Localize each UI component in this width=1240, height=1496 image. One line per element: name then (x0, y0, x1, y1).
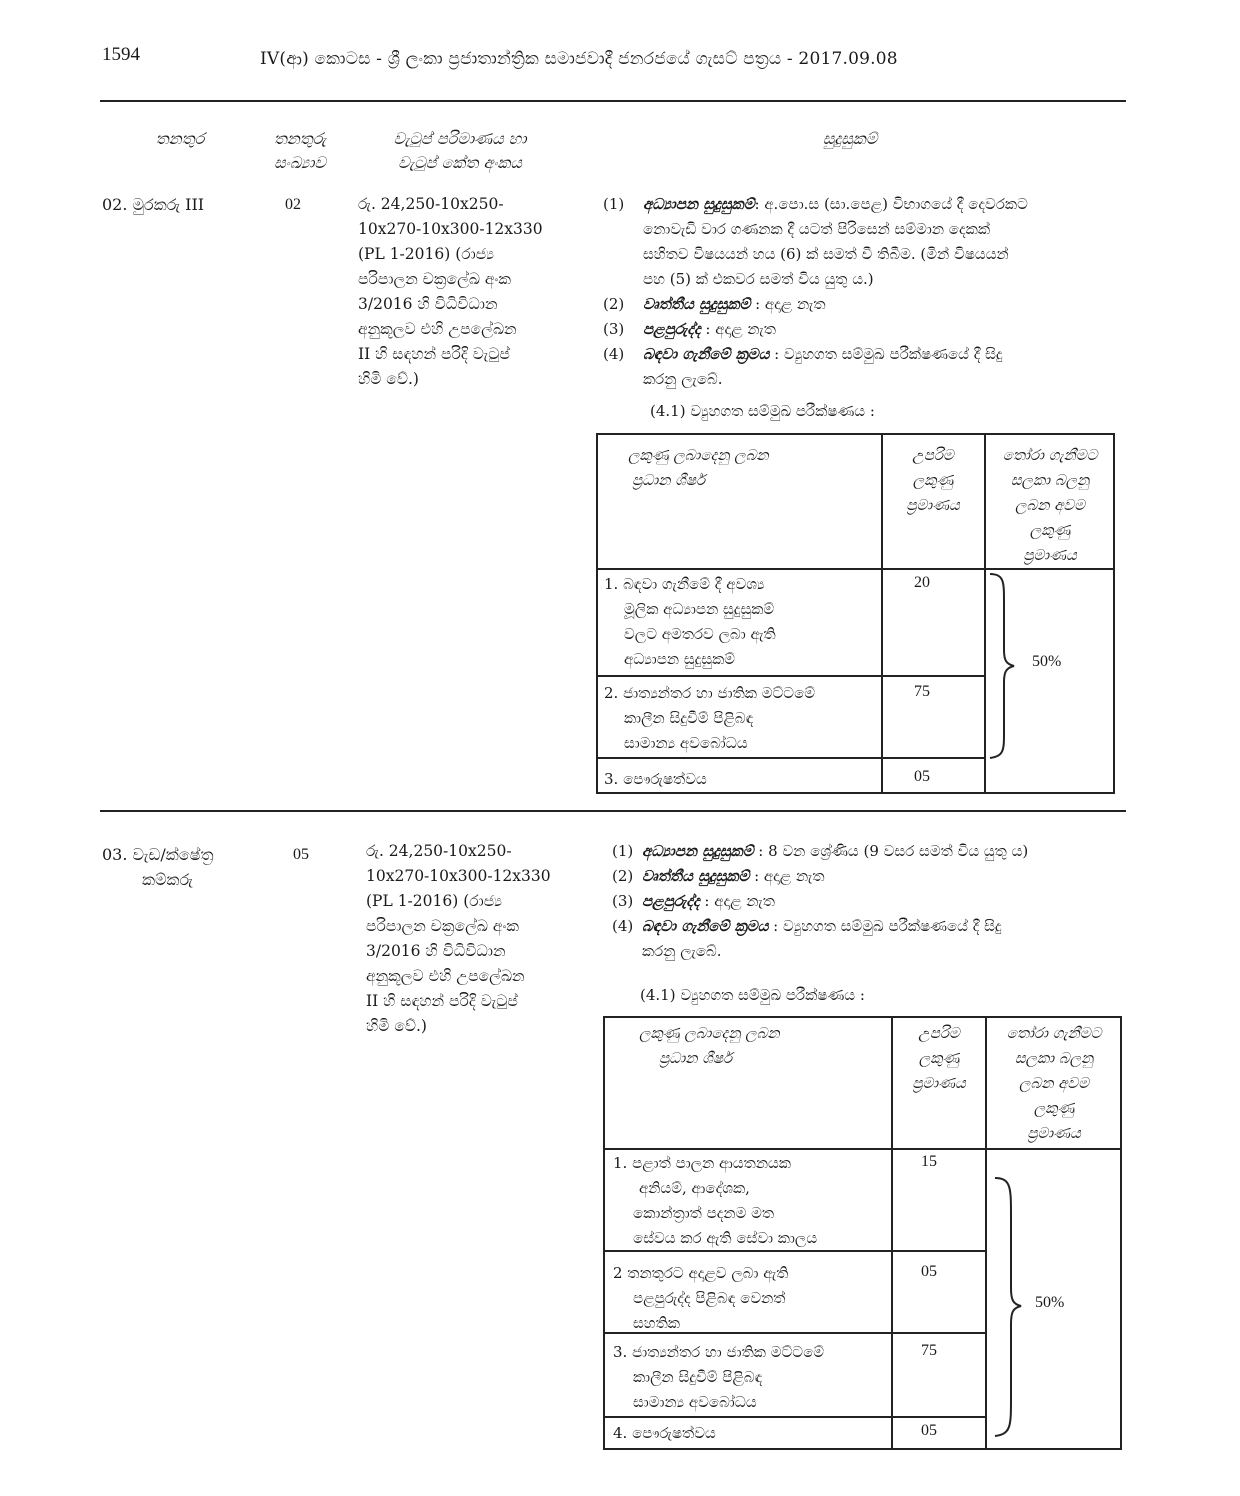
entry-1-qualifications (603, 192, 1125, 392)
entry-1-salary: රු. 24,250-10x250- 10x270-10x300-12x330 (PL 1-2016) (රාජ්‍ය පරිපාලන චක්‍රලේඛ අංක 3/2016 හි විධිවිධාන අනුකූලව එහි උපලේඛන II හි සඳහන් පරිදි වැටුප් හිමි වේ.) (358, 195, 543, 388)
table-header-max: උපරිම ලකුණු ප්‍රමාණය (906, 446, 960, 514)
table-row-max: 75 (921, 1342, 937, 1359)
table-header-min: තෝරා ගැනීමට සලකා බලනු ලබන අවම ලකුණු ප්‍රමාණය (1006, 1024, 1102, 1142)
entry-1-count: 02 (285, 196, 301, 213)
table-header-heading: ලකුණු ලබාදෙනු ලබන ප්‍රධාන ශීර්ෂ (628, 446, 769, 489)
qualification-item: (3) පළපුරුද්ද : අදාළ නැත (603, 320, 776, 338)
table-row-max: 75 (914, 683, 930, 700)
entry-2-marks-table (603, 1016, 1122, 1450)
entry-2-post: 03. වැඩ/ක්ෂේත්‍ර කම්කරු (102, 845, 214, 889)
entry-1-marks-table (596, 433, 1115, 794)
table-row-item: 2 තනතුරට අදාළව ලබා ඇති පළපුරුද්ද පිළිබඳ වෙනත් සහතික (613, 1264, 789, 1332)
brace-icon (986, 572, 1036, 762)
table-header-max: උපරිම ලකුණු ප්‍රමාණය (912, 1024, 966, 1092)
entry-2-salary: රු. 24,250-10x250- 10x270-10x300-12x330 (PL 1-2016) (රාජ්‍ය පරිපාලන චක්‍රලේඛ අංක 3/2016 හි විධිවිධාන අනුකූලව එහි උපලේඛන II හි සඳහන් පරිදි වැටුප් හිමි වේ.) (366, 842, 551, 1035)
entry-2-interview-title: (4.1) ව්‍යුහගත සම්මුඛ පරීක්ෂණය : (640, 986, 865, 1004)
table-header-heading: ලකුණු ලබාදෙනු ලබන ප්‍රධාන ශීර්ෂ (639, 1024, 780, 1067)
entry-1-post: 02. මුරකරු III (102, 195, 205, 214)
table-row-item: 4. පෞරුෂත්වය (613, 1424, 716, 1442)
qualification-item: (4) බඳවා ගැනීමේ ක්‍රමය : ව්‍යුහගත සම්මුඛ පරීක්ෂණයේ දී සිදු කරනු ලැබේ. (612, 917, 1002, 960)
brace-icon (991, 1176, 1041, 1438)
qualification-item: (3) පළපුරුද්ද : අදාළ නැත (612, 892, 775, 910)
table-row-max: 15 (921, 1153, 937, 1170)
qualification-item: (1) අධ්‍යාපන සුදුසුකම්: අ.පො.ස (සා.පෙළ) විභාගයේ දී දෙවරකට නොවැඩි වාර ගණනක දී යටත් පිරිසෙන් සම්මාන දෙකක් සහිතව විෂයයන් හය (6) ක් සමත් වී තිබීම. (මින් විෂයයන් පහ (5) ක් එකවර සමත් විය යුතු ය.) (603, 195, 1028, 288)
table-header-min: තෝරා ගැනීමට සලකා බලනු ලබන අවම ලකුණු ප්‍රමාණය (1002, 446, 1098, 564)
gazette-title: IV(ආ) කොටස - ශ්‍රී ලංකා ප්‍රජාතාන්ත්‍රික සමාජවාදී ජනරජයේ ගැසට් පත්‍රය - 2017.09.08 (260, 49, 898, 69)
table-row-max: 05 (921, 1422, 937, 1439)
page-number: 1594 (102, 44, 140, 65)
column-head-post: තනතුර (155, 129, 205, 148)
table-row-item: 1. බඳවා ගැනීමේ දී අවශ්‍ය මූලික අධ්‍යාපන සුදුසුකම් වලට අමතරව ලබා ඇති අධ්‍යාපන සුදුසුකම් (604, 575, 776, 668)
qualification-item: (4) බඳවා ගැනීමේ ක්‍රමය : ව්‍යුහගත සම්මුඛ පරීක්ෂණයේ දී සිදු කරනු ලැබේ. (603, 345, 1003, 388)
table-row-item: 3. ජාත්‍යන්තර හා ජාතික මට්ටමේ කාලීන සිදුවීම් පිළිබඳ සාමාන්‍ය අවබෝධය (613, 1343, 825, 1411)
column-head-salary: වැටුප් පරිමාණය හා වැටුප් කේත අංකය (393, 129, 527, 172)
table-row-item: 2. ජාත්‍යන්තර හා ජාතික මට්ටමේ කාලීන සිදුවීම් පිළිබඳ සාමාන්‍ය අවබෝධය (604, 684, 816, 752)
entry-2-qualifications (612, 839, 1127, 964)
table-row-max: 05 (914, 768, 930, 785)
table-row-max: 05 (921, 1263, 937, 1280)
entry-1-interview-title: (4.1) ව්‍යුහගත සම්මුඛ පරීක්ෂණය : (650, 402, 875, 420)
table-row-max: 20 (914, 574, 930, 591)
min-pass-percent: 50% (1035, 1294, 1065, 1311)
header-rule (100, 100, 1126, 102)
entry-2-count: 05 (293, 846, 309, 863)
column-head-qualifications: සුදුසුකම් (822, 129, 878, 148)
entry-divider (100, 810, 1126, 812)
qualification-item: (2) වෘත්තීය සුදුසුකම් : අදාළ නැත (603, 295, 826, 313)
table-row-item: 3. පෞරුෂත්වය (604, 770, 707, 788)
qualification-item: (2) වෘත්තීය සුදුසුකම් : අදාළ නැත (612, 867, 825, 885)
column-head-count: තනතුරු සංඛ්‍යාව (273, 129, 327, 172)
qualification-item: (1) අධ්‍යාපන සුදුසුකම් : 8 වන ශ්‍රේණිය (9 වසර සමත් විය යුතු ය) (612, 842, 1029, 860)
table-row-item: 1. පළාත් පාලන ආයතනයක අනියම්, ආදේශක, කොන්ත්‍රාත් පදනම මත සේවය කර ඇති සේවා කාලය (613, 1154, 818, 1247)
min-pass-percent: 50% (1032, 653, 1062, 670)
